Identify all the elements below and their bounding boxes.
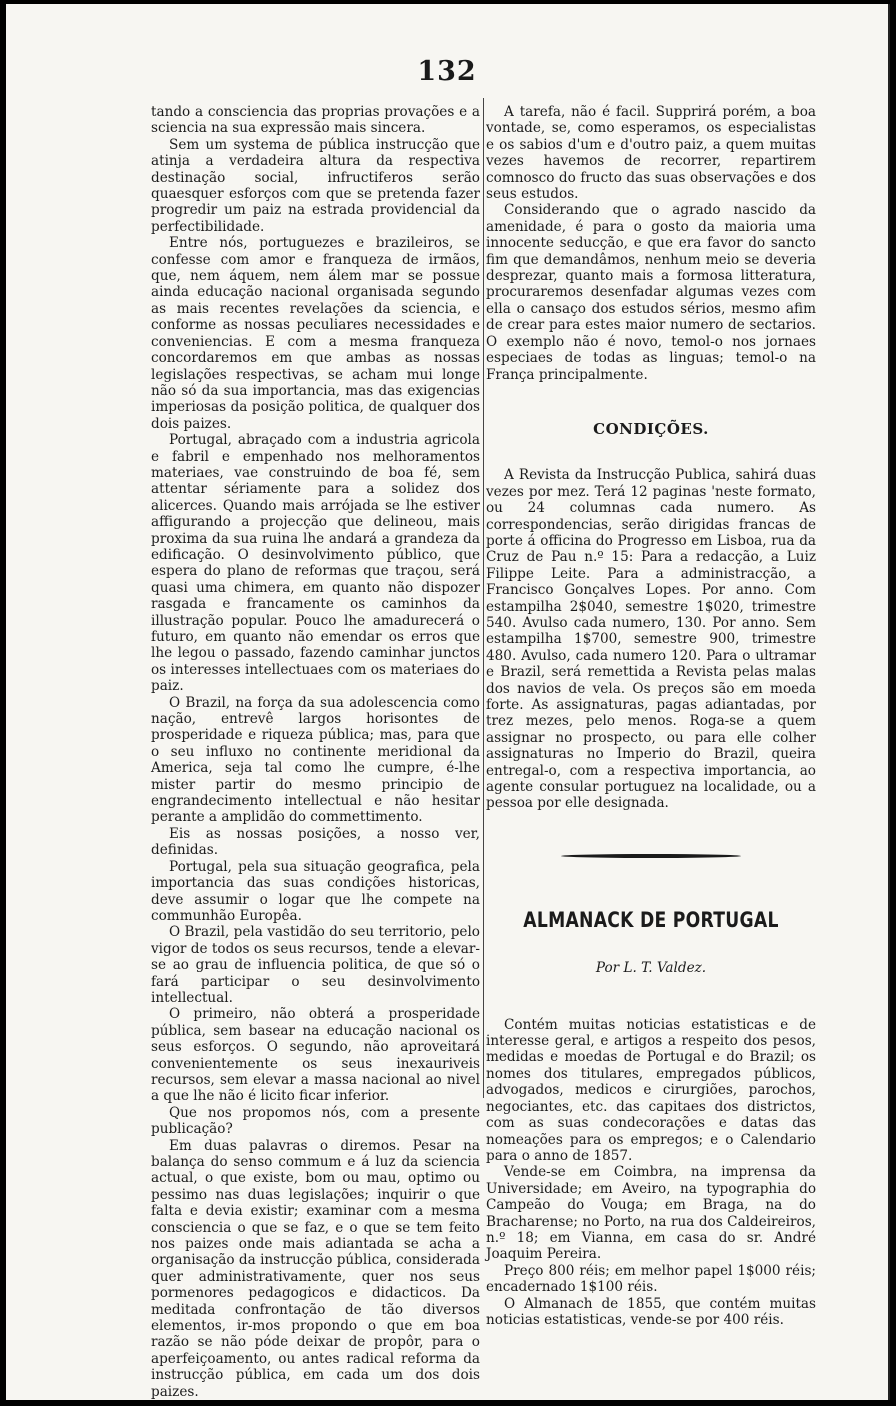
paragraph: Vende-se em Coimbra, na imprensa da Universidade; em Aveiro, na typographia do Campeão do Vouga; em Braga, na do Bracharense; no Porto, na rua dos Caldeireiros, n.º 18; em Vianna, em casa do sr. André Joaquim Pereira. [486,1164,816,1263]
page [6,4,890,1400]
paragraph: Eis as nossas posições, a nosso ver, definidas. [151,825,480,859]
paragraph: Portugal, pela sua situação geografica, pela importancia das suas condições historicas, deve assumir o logar que lhe compete na communhão Europêa. [151,858,480,924]
paragraph: Que nos propomos nós, com a presente publicação? [151,1104,480,1138]
paragraph: tando a consciencia das proprias provações e a sciencia na sua expressão mais sincera. [151,104,480,137]
paragraph: Preço 800 réis; em melhor papel 1$000 réis; encadernado 1$100 réis. [486,1262,816,1296]
almanack-heading: ALMANACK DE PORTUGAL [523,907,779,932]
paragraph: O Almanach de 1855, que contém muitas noticias estatisticas, vende-se por 400 réis. [486,1295,816,1328]
paragraph: Em duas palavras o diremos. Pesar na balança do senso commum e á luz da sciencia actual, o que existe, bom ou mau, optimo ou pessimo nas duas legislações; inquirir o que falta e devia existir; examinar com a mesma consciencia o que se faz, e o que se tem feito nos paizes onde mais adiantada se acha a organisação da instrucção pública, considerada quer administrativamente, quer nos seus pormenores pedagogicos e didacticos. Da meditada confrontação de tão diversos elementos, ir-mos propondo o que em boa razão se não póde deixar de propôr, para o aperfeiçoamento, ou antes radical reforma da instrucção pública, em cada um dos dois paizes. [151,1137,480,1400]
paragraph: Entre nós, portuguezes e brazileiros, se confesse com amor e franqueza de irmãos, que, nem áquem, nem álem mar se possue ainda educação nacional organisada segundo as mais recentes revelações da sciencia, e conforme as nossas peculiares necessidades e conveniencias. E com a mesma franqueza concordaremos em que ambas as nossas legislações respectivas, se acham mui longe não só da sua importancia, mas das exigencias imperiosas da posição politica, de qualquer dos dois paizes. [151,235,480,432]
paragraph: Considerando que o agrado nascido da amenidade, é para o gosto da maioria uma innocente seducção, e que era favor do sancto fim que demandâmos, nenhum meio se deveria desprezar, quanto mais a formosa litteratura, procuraremos desenfadar algumas vezes com ella o cansaço dos estudos sérios, mesmo afim de crear para estes maior numero de sectarios. O exemplo não é novo, temol-o nos jornaes especiaes de todas as linguas; temol-o na França principalmente. [486,202,816,383]
conditions-heading: CONDIÇÕES. [593,419,709,438]
section-rule [561,854,741,858]
paragraph: Sem um systema de pública instrucção que atinja a verdadeira altura da respectiva destinação social, infructiferos serão quaesquer esforços com que se pretenda fazer progredir um paiz na estrada providencial da perfectibilidade. [151,136,480,235]
column-divider [483,98,484,1098]
right-column [486,104,816,1328]
paragraph: Contém muitas noticias estatisticas e de interesse geral, e artigos a respeito dos pesos, medidas e moedas de Portugal e do Brazil; os nomes dos titulares, empregados públicos, advogados, medicos e cirurgiões, parochos, negociantes, etc. das capitaes dos districtos, com as suas condecorações e datas das nomeações para os empregos; e o Calendario para o anno de 1857. [486,1016,816,1164]
paragraph: A tarefa, não é facil. Supprirá porém, a boa vontade, se, como esperamos, os especialistas e os sabios d'um e d'outro paiz, a quem muitas vezes havemos de recorrer, repartirem comnosco do fructo das suas observações e dos seus estudos. [486,104,816,203]
page-number: 132 [417,56,477,87]
left-column [151,104,480,1400]
conditions-paragraph: A Revista da Instrucção Publica, sahirá duas vezes por mez. Terá 12 paginas 'neste formato, ou 24 columnas cada numero. As correspondencias, serão dirigidas francas de porte á officina do Progresso em Lisboa, rua da Cruz de Pau n.º 15: Para a redacção, a Luiz Filippe Leite. Para a administracção, a Francisco Gonçalves Lopes. Por anno. Com estampilha 2$040, semestre 1$020, trimestre 540. Avulso cada numero, 130. Por anno. Sem estampilha 1$700, semestre 900, trimestre 480. Avulso, cada numero 120. Para o ultramar e Brazil, será remettida a Revista pelas malas dos navios de vela. Os preços são em moeda forte. As assignaturas, pagas adiantadas, por trez mezes, pelo menos. Roga-se a quem assignar no prospecto, ou para elle colher assignaturas no Imperio do Brazil, queira entregal-o, com a respectiva importancia, ao agente consular portuguez na localidade, ou a pessoa por elle designada. [486,467,816,812]
paragraph: Portugal, abraçado com a industria agricola e fabril e empenhado nos melhoramentos materiaes, vae construindo de boa fé, sem attentar sériamente para a solidez dos alicerces. Quando mais arrójada se lhe estiver affigurando a projecção que delineou, mais proxima da sua ruina lhe andará a grandeza da edificação. O desinvolvimento público, que espera do plano de reformas que traçou, será quasi uma chimera, em quanto não dispozer rasgada e francamente os caminhos da illustração popular. Pouco lhe amadurecerá o futuro, em quanto não emendar os erros que lhe legou o passado, fazendo caminhar junctos os interesses intellectuaes com os materiaes do paiz. [151,432,480,695]
paragraph: O Brazil, pela vastidão do seu territorio, pelo vigor de todos os seus recursos, tende a elevar-se ao grau de influencia politica, de que só o fará participar o seu desinvolvimento intellectual. [151,924,480,1006]
paragraph: O primeiro, não obterá a prosperidade pública, sem basear na educação nacional os seus esforços. O segundo, não aproveitará convenientemente os seus inexauriveis recursos, sem elevar a massa nacional ao nivel a que lhe não é licito ficar inferior. [151,1006,480,1105]
paragraph: O Brazil, na força da sua adolescencia como nação, entrevê largos horisontes de prosperidade e riqueza pública; mas, para que o seu influxo no continente meridional da America, seja tal como lhe cumpre, é-lhe mister partir do mesmo principio de engrandecimento intellectual e não hesitar perante a amplidão do commettimento. [151,694,480,826]
almanack-byline: Por L. T. Valdez. [595,960,707,977]
